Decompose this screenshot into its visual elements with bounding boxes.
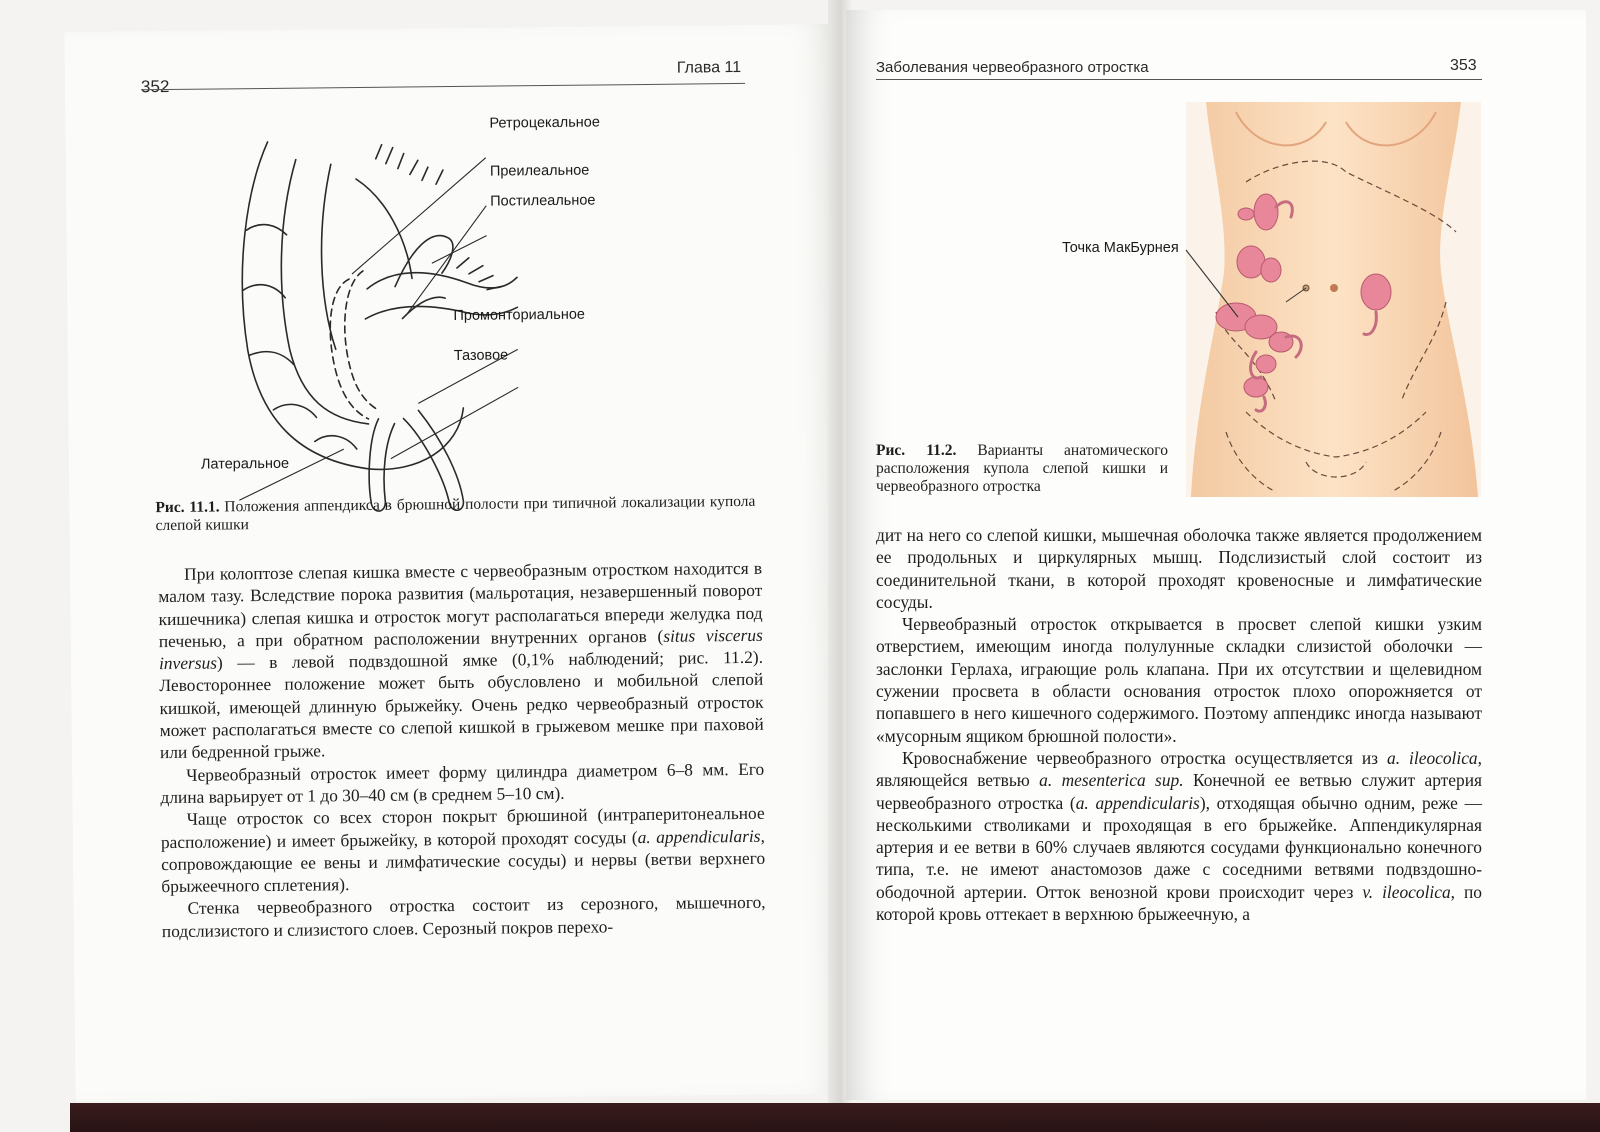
- header-rule-right: [876, 79, 1482, 80]
- right-page: [846, 10, 1586, 1100]
- label-preileal: Преилеальное: [489, 162, 590, 180]
- figure-11-1-caption: [155, 493, 755, 535]
- text-run: ) — в левой подвздошной ямке (0,1% наблюдений; рис. 11.2). Левостороннее положение может быть обусловлено и мобильной слепой кишкой, имеющей длинную брыжейку. Очень редко червеобразный отросток может располагаться вместе со слепой кишкой в грыжевом мешке при паховой или бедренной грыже.: [159, 646, 764, 763]
- text-run: , по которой кровь оттекает в верхнюю брыжеечную, а: [876, 881, 1482, 925]
- label-lateral: Латеральное: [200, 455, 290, 473]
- body-paragraph: [161, 802, 766, 898]
- text-run: дит на него со слепой кишки, мышечная оболочка также является продолжением ее продольных и циркулярных мышц. Подслизистый слой состоит из соединительной ткани, в которой проходят кровеносные и лимфатические сосуды.: [876, 525, 1482, 612]
- page-number-left: 352: [140, 76, 170, 97]
- text-run: Стенка червеобразного отростка состоит из серозного, мышечного, подслизистого и слизистого слоев. Серозный покров перехо-: [161, 892, 766, 941]
- label-retrocecal: Ретроцекальное: [489, 114, 600, 132]
- caption-number-11-2: Рис. 11.2.: [876, 442, 957, 459]
- latin-term: a. appendicularis: [1075, 792, 1200, 813]
- label-promontorial: Промонториальное: [453, 306, 586, 325]
- caption-text-11-2: Варианты анатомического расположения купола слепой кишки и червеобразного отростка: [876, 442, 1168, 495]
- text-run: Конечной ее ветвью служит артерия червеобразного отростка (: [876, 770, 1482, 813]
- text-run: , являющейся ветвью: [876, 747, 1482, 791]
- figure-11-2-caption: [876, 442, 1168, 496]
- header-rule-left: [141, 83, 745, 90]
- text-run: Чаще отросток со всех сторон покрыт брюшиной (интраперитонеальное расположение) и имеет брыжейку, в которой проходят сосуды (: [160, 803, 765, 852]
- text-run: При колоптозе слепая кишка вместе с червеобразным отростком находится в малом тазу. Вследствие порока развития (мальротация, незавершенный поворот кишечника) слепая кишка и отросток могут располагаться впереди желудка под печенью, а при обратном расположении внутренних органов (: [158, 557, 763, 651]
- page-number-right: 353: [1450, 57, 1477, 74]
- latin-term: situs viscerus inversus: [158, 624, 763, 674]
- right-body-text: [876, 524, 1482, 925]
- label-mcburney-point: Точка МакБурнея: [1062, 240, 1179, 256]
- label-pelvic: Тазовое: [453, 347, 509, 365]
- chapter-heading: Глава 11: [676, 58, 742, 77]
- caption-number-11-1: Рис. 11.1.: [155, 498, 220, 517]
- text-run: , сопровождающие ее вены и лимфатические сосуды) и нервы (ветви верхнего брыжеечного сплетения).: [161, 825, 766, 897]
- body-paragraph: [876, 613, 1482, 747]
- book-bottom-edge: [70, 1103, 1600, 1132]
- latin-term: a. mesenterica sup.: [1039, 770, 1184, 791]
- caption-text-11-1: Положения аппендикса в брюшной полости при типичной локализации купола слепой кишки: [155, 492, 756, 535]
- body-paragraph: [876, 524, 1482, 613]
- text-run: ), отходящая обычно одним, реже — несколькими стволиками и проходящая в его брыжейке. Аппендикулярная артерия и ее ветви в 60% случаев являются сосудами функционально конечного типа, т.е. не имеют анастомозов даже с соседними ветвями подвздошно-ободочной артерии. Отток венозной крови происходит через: [876, 792, 1482, 902]
- label-postileal: Постилеальное: [490, 192, 596, 210]
- left-page: [64, 24, 845, 1102]
- text-run: Кровоснабжение червеобразного отростка осуществляется из: [902, 747, 1388, 768]
- left-body-text: [158, 557, 766, 942]
- body-paragraph: [161, 891, 765, 942]
- running-title: Заболевания червеобразного отростка: [876, 59, 1149, 76]
- torso-illustration: [1186, 102, 1481, 497]
- latin-term: v. ileocolica: [1362, 881, 1451, 902]
- body-paragraph: [876, 747, 1482, 925]
- latin-term: a. appendicularis: [637, 825, 761, 847]
- body-paragraph: [158, 557, 764, 764]
- text-run: Червеобразный отросток открывается в просвет слепой кишки узким отверстием, имеющим иногда полулунные складки слизистой оболочки — заслонки Герлаха, играющие роль клапана. При их отсутствии и щелевидном сужении просвета в области основания отросток плохо опорожняется от попавшего в него кишечного содержимого. Поэтому аппендикс иногда называют «мусорным ящиком брюшной полости».: [876, 614, 1482, 746]
- body-paragraph: [160, 757, 764, 808]
- latin-term: a. ileocolica: [1387, 747, 1478, 768]
- text-run: Червеобразный отросток имеет форму цилиндра диаметром 6–8 мм. Его длина варьирует от 1 до 30–40 см (в среднем 5–10 см).: [160, 758, 765, 808]
